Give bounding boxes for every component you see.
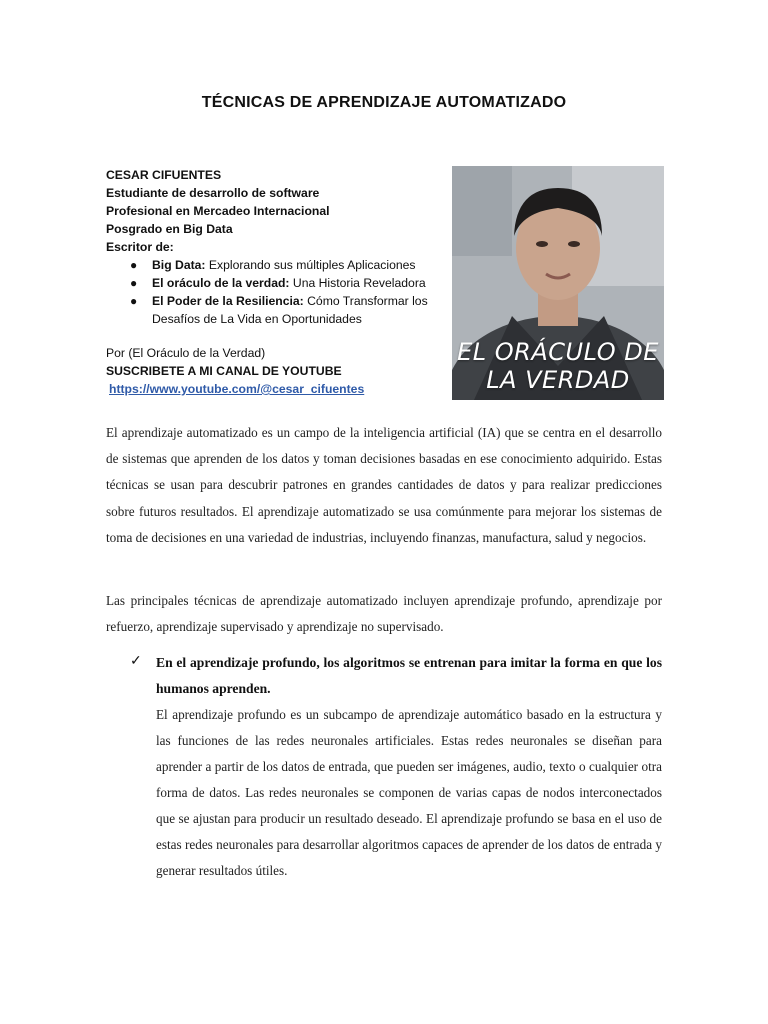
- subscribe-text: SUSCRIBETE A MI CANAL DE YOUTUBE: [106, 364, 342, 378]
- paragraph: El aprendizaje automatizado es un campo de la inteligencia artificial (IA) que se centra en el desarrollo de sistemas que aprenden de los datos y toman decisiones basadas en ese conocimiento adquirido. Estas técnicas se usan para descubrir patrones en grandes cantidades de datos y para realizar predicciones sobre futuros resultados. El aprendizaje automatizado se usa comúnmente para mejorar los sistemas de toma de decisiones en una variedad de industrias, incluyendo finanzas, manufactura, salud y negocios.: [106, 425, 662, 545]
- youtube-link[interactable]: https://www.youtube.com/@cesar_cifuentes: [109, 382, 365, 396]
- author-role: Escritor de:: [106, 240, 174, 254]
- paragraph: Las principales técnicas de aprendizaje automatizado incluyen aprendizaje profundo, aprendizaje por refuerzo, aprendizaje supervisado y aprendizaje no supervisado.: [106, 593, 662, 635]
- book-title: El oráculo de la verdad:: [152, 276, 290, 290]
- list-item: [130, 256, 446, 274]
- book-subtitle: Explorando sus múltiples Aplicaciones: [205, 258, 416, 272]
- author-role: Profesional en Mercadeo Internacional: [106, 204, 330, 218]
- book-subtitle: Una Historia Reveladora: [289, 276, 426, 290]
- bullet-icon: ●: [130, 258, 138, 272]
- author-role: Estudiante de desarrollo de software: [106, 186, 320, 200]
- author-role: Posgrado en Big Data: [106, 222, 233, 236]
- document-title: TÉCNICAS DE APRENDIZAJE AUTOMATIZADO: [201, 94, 567, 111]
- list-item: [130, 292, 446, 328]
- photo-caption-line2: LA VERDAD: [486, 366, 630, 394]
- list-item: [130, 274, 446, 292]
- check-item-body: El aprendizaje profundo es un subcampo de aprendizaje automático basado en la estructura y las funciones de las redes neuronales artificiales. Estas redes neuronales se diseñan para aprender a partir de los datos de entrada, que pueden ser imágenes, audio, texto o cualquier otra forma de datos. Las redes neuronales se componen de varias capas de nodos interconectados que se ajustan para producir un resultado deseado. El aprendizaje profundo se basa en el uso de estas redes neuronales para desarrollar algoritmos capaces de aprender de los datos de entrada y generar resultados útiles.: [156, 707, 662, 878]
- book-title: Big Data:: [152, 258, 206, 272]
- books-list: [106, 256, 446, 328]
- photo-caption-line1: EL ORÁCULO DE: [457, 338, 659, 366]
- book-subtitle: Cómo Transformar los Desafíos de La Vida en Oportunidades: [152, 294, 428, 326]
- bullet-icon: ●: [130, 294, 138, 308]
- book-title: El Poder de la Resiliencia:: [152, 294, 304, 308]
- check-icon: ✓: [130, 652, 142, 668]
- author-photo: [452, 166, 664, 400]
- by-line: Por (El Oráculo de la Verdad): [106, 346, 266, 360]
- check-item-heading: En el aprendizaje profundo, los algoritmos se entrenan para imitar la forma en que los humanos aprenden.: [156, 655, 662, 696]
- check-list-item: [130, 650, 662, 884]
- bullet-icon: ●: [130, 276, 138, 290]
- author-name: CESAR CIFUENTES: [106, 168, 222, 182]
- author-block: [106, 166, 446, 398]
